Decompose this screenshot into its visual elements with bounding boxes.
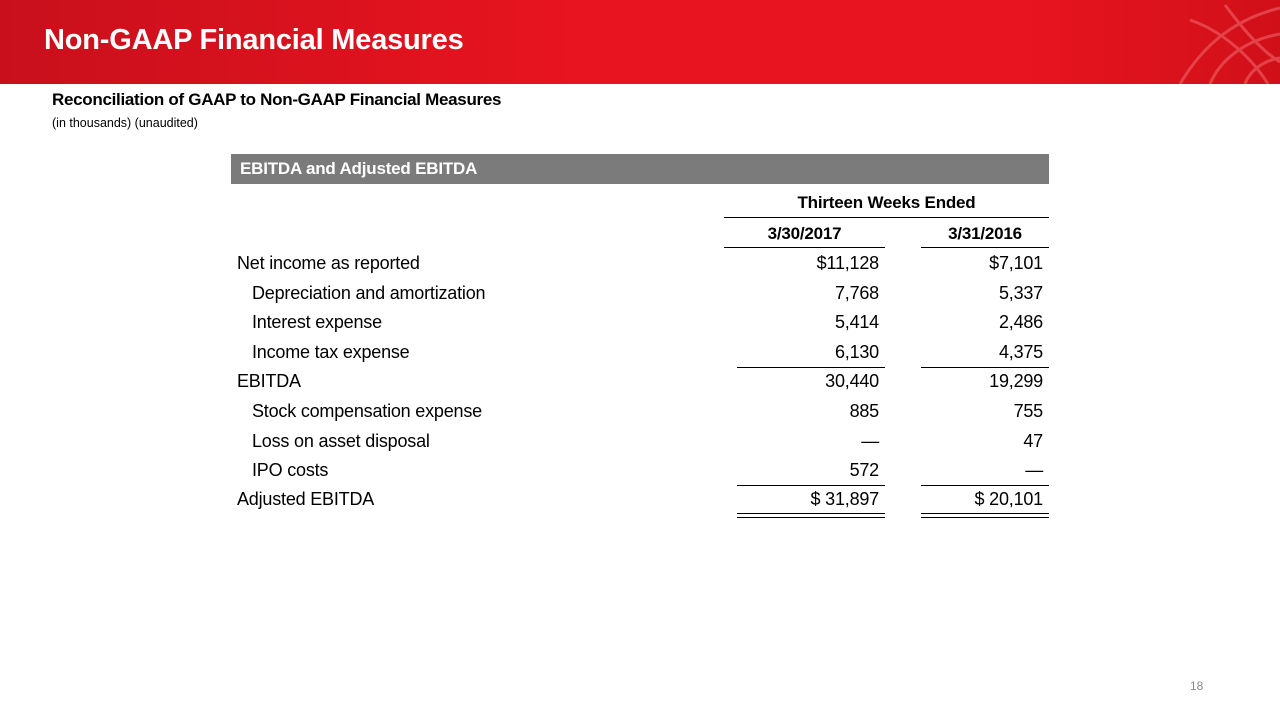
row-value-2016: $7,101	[989, 253, 1043, 273]
page-title: Non-GAAP Financial Measures	[44, 24, 464, 56]
page-number: 18	[1190, 679, 1204, 693]
total-double-rule	[921, 513, 1049, 518]
table-row	[231, 457, 1049, 486]
row-value-2016: 19,299	[989, 371, 1043, 391]
row-value-2016: —	[1025, 460, 1043, 480]
column-header-2017: 3/30/2017	[724, 224, 885, 248]
table-row	[231, 428, 1049, 457]
row-value-2016: 2,486	[998, 312, 1043, 332]
row-value-2017: 572	[849, 460, 879, 480]
period-header: Thirteen Weeks Ended	[724, 193, 1049, 218]
row-value-2017: 7,768	[834, 283, 879, 303]
row-value-2016: $ 20,101	[974, 489, 1043, 509]
brand-logo-icon	[1150, 0, 1280, 84]
row-value-2017: 5,414	[834, 312, 879, 332]
row-label: Depreciation and amortization	[252, 283, 486, 303]
row-label: Interest expense	[252, 312, 382, 332]
row-value-2017: —	[861, 431, 879, 451]
table-row	[231, 398, 1049, 427]
row-label: Loss on asset disposal	[252, 431, 430, 451]
row-value-2016: 4,375	[998, 342, 1043, 362]
reconciliation-subtitle: (in thousands) (unaudited)	[52, 116, 198, 130]
section-title: EBITDA and Adjusted EBITDA	[240, 159, 478, 178]
row-label: Income tax expense	[252, 342, 410, 362]
table-row-total	[231, 486, 1049, 515]
table-row	[231, 250, 1049, 279]
row-value-2017: 30,440	[825, 371, 879, 391]
section-header	[231, 154, 1049, 184]
row-label: Stock compensation expense	[252, 401, 482, 421]
row-label: Net income as reported	[237, 253, 420, 273]
total-double-rule	[737, 513, 885, 518]
row-value-2017: 6,130	[834, 342, 879, 362]
reconciliation-title: Reconciliation of GAAP to Non-GAAP Financial Measures	[52, 90, 502, 109]
row-value-2016: 755	[1013, 401, 1043, 421]
row-value-2017: 885	[849, 401, 879, 421]
row-value-2016: 47	[1023, 431, 1043, 451]
table-row	[231, 309, 1049, 338]
row-value-2017: $11,128	[816, 253, 879, 273]
table-row	[231, 280, 1049, 309]
row-label: EBITDA	[237, 371, 301, 391]
table-row	[231, 368, 1049, 397]
row-value-2017: $ 31,897	[810, 489, 879, 509]
row-label: Adjusted EBITDA	[237, 489, 375, 509]
row-value-2016: 5,337	[998, 283, 1043, 303]
row-label: IPO costs	[252, 460, 329, 480]
header-bar	[0, 0, 1280, 84]
column-header-2016: 3/31/2016	[921, 224, 1049, 248]
table-row	[231, 339, 1049, 368]
